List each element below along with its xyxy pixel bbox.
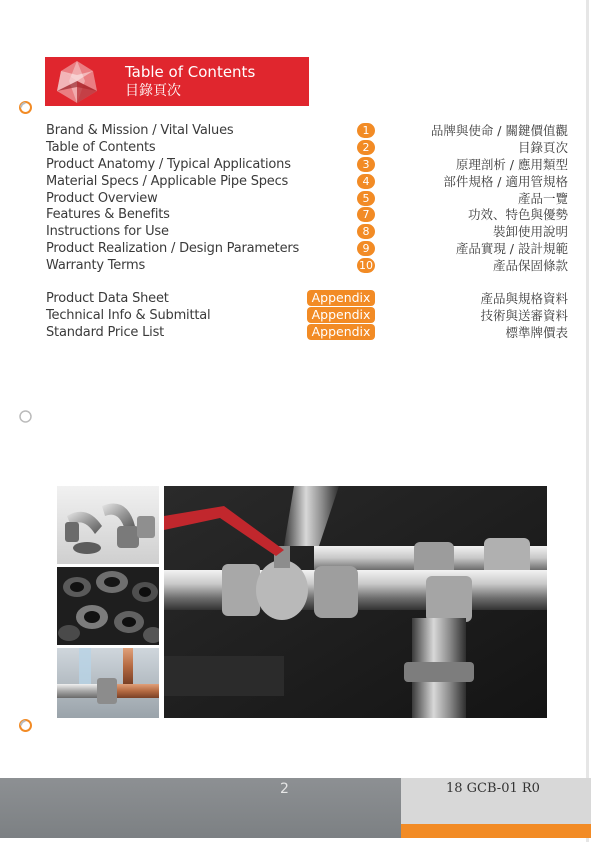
- punch-hole-icon: [18, 100, 33, 115]
- appendix-item-zh: 技術與送審資料: [480, 308, 568, 323]
- photo-pile-of-fittings: [57, 567, 159, 645]
- toc-page-badge: 5: [357, 191, 375, 206]
- toc-item[interactable]: [0, 190, 595, 207]
- toc-item-en: Material Specs / Applicable Pipe Specs: [46, 174, 289, 189]
- toc-page-badge: 1: [357, 123, 375, 138]
- toc-item-en: Table of Contents: [46, 140, 156, 155]
- footer-bar: [0, 778, 401, 838]
- toc-page-badge: 10: [359, 259, 373, 272]
- logo-star-icon: [45, 57, 109, 106]
- appendix-badge: Appendix: [307, 324, 375, 340]
- photo-elbow-fittings: [57, 486, 159, 564]
- toc-page-badge: 4: [357, 174, 375, 189]
- toc-page-badge: 3: [357, 157, 375, 172]
- toc-item[interactable]: [0, 173, 595, 190]
- toc-item-zh: 部件規格 / 適用管規格: [443, 174, 568, 189]
- toc-header: [45, 57, 309, 106]
- appendix-item[interactable]: [0, 324, 595, 341]
- toc-item-zh: 產品實現 / 設計規範: [455, 241, 568, 256]
- photo-ball-valve-installation: [164, 486, 547, 718]
- toc-item-zh: 品牌與使命 / 關鍵價值觀: [430, 123, 568, 138]
- toc-item[interactable]: [0, 257, 595, 274]
- appendix-item-zh: 產品與規格資料: [480, 291, 568, 306]
- appendix-item-en: Technical Info & Submittal: [46, 308, 211, 323]
- appendix-badge: Appendix: [307, 290, 375, 306]
- toc-page-badge: 7: [357, 207, 375, 222]
- page-title: Table of Contents: [125, 63, 256, 81]
- page-number: 2: [280, 781, 289, 797]
- toc-item[interactable]: [0, 206, 595, 223]
- toc-item-zh: 產品保固條款: [492, 258, 568, 273]
- appendix-item-en: Product Data Sheet: [46, 291, 169, 306]
- toc-item-en: Warranty Terms: [46, 258, 146, 273]
- toc-item-zh: 產品一覽: [517, 191, 568, 206]
- toc-item-en: Product Overview: [46, 191, 158, 206]
- toc-page-badge: 2: [357, 140, 375, 155]
- toc-page-badge: 9: [357, 241, 375, 256]
- toc-item-en: Product Realization / Design Parameters: [46, 241, 300, 256]
- toc-item[interactable]: [0, 156, 595, 173]
- toc-page-badge: 8: [357, 224, 375, 239]
- toc-item[interactable]: [0, 122, 595, 139]
- toc-item-zh: 原理剖析 / 應用類型: [455, 157, 568, 172]
- toc-item[interactable]: [0, 240, 595, 257]
- appendix-item-zh: 標準牌價表: [505, 325, 568, 340]
- toc-item-en: Brand & Mission / Vital Values: [46, 123, 234, 138]
- appendix-badge: Appendix: [307, 307, 375, 323]
- toc-item-en: Features & Benefits: [46, 207, 170, 222]
- toc-item[interactable]: [0, 139, 595, 156]
- appendix-item[interactable]: [0, 290, 595, 307]
- appendix-item[interactable]: [0, 307, 595, 324]
- toc-item-zh: 目錄頁次: [517, 140, 568, 155]
- footer-accent-bar: [401, 824, 591, 838]
- toc-item[interactable]: [0, 223, 595, 240]
- punch-hole-icon: [18, 718, 33, 733]
- toc-item-en: Instructions for Use: [46, 224, 169, 239]
- page-subtitle: 目錄頁次: [125, 83, 181, 99]
- document-code: 18 GCB-01 R0: [446, 781, 540, 796]
- toc-item-en: Product Anatomy / Typical Applications: [46, 157, 291, 172]
- photo-copper-pipe-joint: [57, 648, 159, 718]
- toc-item-zh: 裝卸使用說明: [492, 224, 568, 239]
- appendix-item-en: Standard Price List: [46, 325, 165, 340]
- toc-item-zh: 功效、特色與優勢: [467, 207, 568, 222]
- punch-hole-icon: [18, 409, 33, 424]
